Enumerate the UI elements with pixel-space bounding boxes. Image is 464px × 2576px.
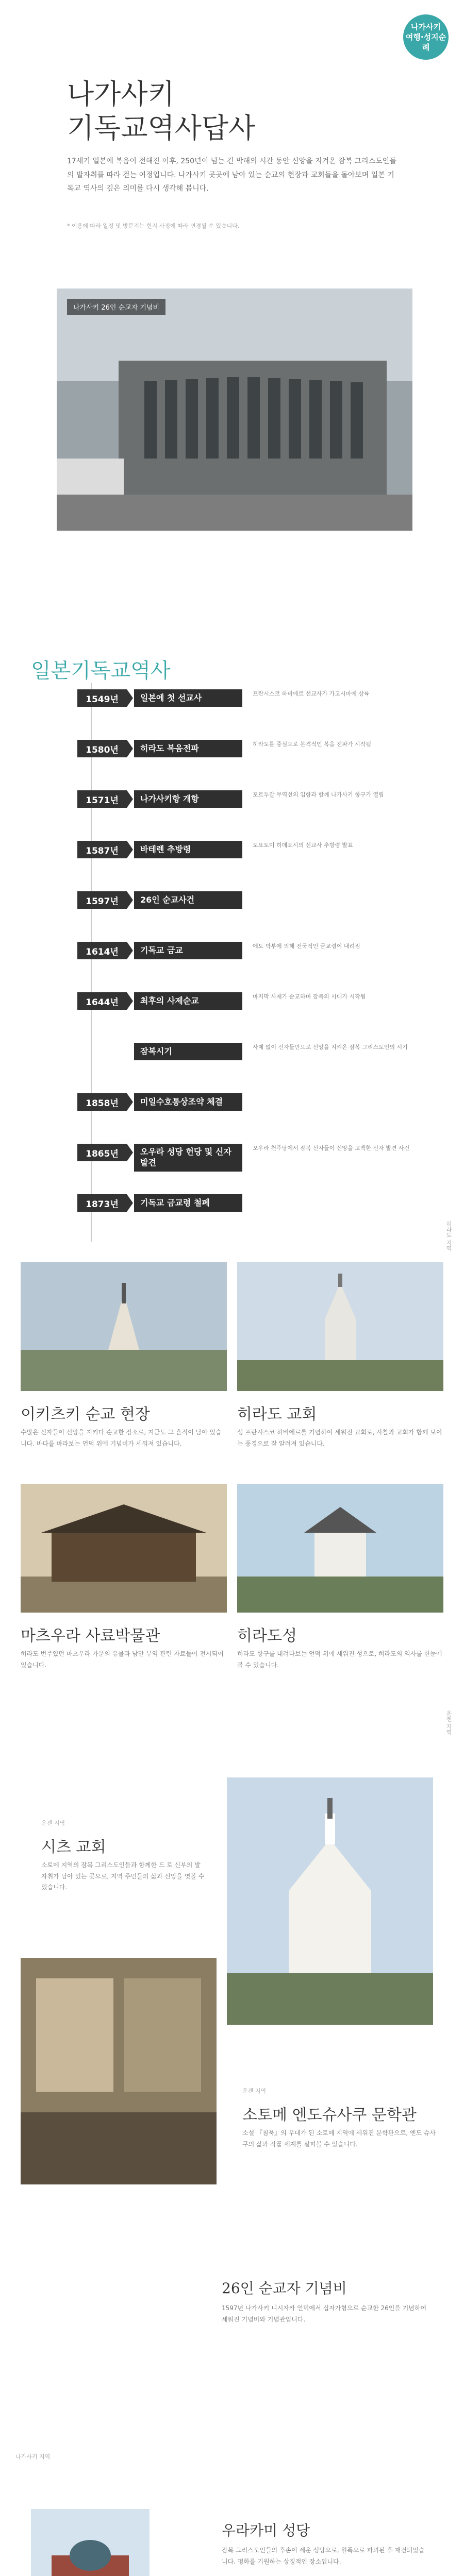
timeline-row [77,685,428,716]
ikitsuki-photo [21,1262,227,1391]
timeline-heading: 일본기독교역사 [31,659,171,683]
intro-note: * 이용에 따라 일정 및 방문지는 현지 사정에 따라 변경될 수 있습니다. [67,223,240,229]
urakami-title: 우라카미 성당 [222,2522,310,2539]
sizuoka-desc: 소토메 지역의 잠복 그리스도인들과 함께한 드 로 신부의 발자취가 남아 있는 곳으로, 지역 주민들의 삶과 신앙을 엿볼 수 있습니다. [41,1861,205,1891]
hirado-castle-photo [237,1484,443,1613]
sotome-desc: 소설 『침묵』의 무대가 된 소토메 지역에 세워진 문학관으로, 엔도 슈사쿠의 삶과 작품 세계를 살펴볼 수 있습니다. [242,2129,436,2148]
timeline-row [77,1089,428,1120]
timeline-event: 히라도 복음전파 [134,740,242,757]
timeline-row [77,1039,428,1070]
ikitsuki-desc: 수많은 신자들이 신앙을 지키다 순교한 장소로, 지금도 그 흔적이 남아 있습니다. 바다를 바라보는 언덕 위에 기념비가 세워져 있습니다. [21,1429,222,1447]
sizuoka-title: 시츠 교회 [41,1838,106,1856]
timeline-desc: 마지막 사제가 순교하며 잠복의 시대가 시작됨 [253,993,366,1000]
timeline-desc: 히라도를 중심으로 본격적인 복음 전파가 시작됨 [253,741,372,748]
timeline-row [77,1190,428,1221]
timeline-event: 잠복시기 [134,1043,242,1060]
timeline-row [77,736,428,767]
timeline-year: 1549년 [77,689,127,707]
timeline-event: 26인 순교사건 [134,891,242,909]
timeline-row [77,786,428,817]
timeline-desc: 프란시스코 하비에르 선교사가 가고시마에 상륙 [253,690,370,697]
timeline-event: 바테렌 추방령 [134,841,242,858]
timeline-year: 1614년 [77,942,127,959]
monument26-title: 26인 순교자 기념비 [222,2280,347,2297]
tour-badge: 나가사키 여행·성지순례 [403,14,449,60]
hirado-church-desc: 성 프란시스코 하비에르를 기념하여 세워진 교회로, 사찰과 교회가 함께 보이는 풍경으로 잘 알려져 있습니다. [237,1429,442,1447]
timeline-event: 나가사키항 개항 [134,790,242,808]
region-label-3: 나가사키 지역 [15,2453,51,2460]
sotome-photo [21,1958,217,2184]
timeline-row [77,1140,428,1171]
timeline-year: 1597년 [77,891,127,909]
matsuura-desc: 히라도 번주였던 마츠우라 가문의 유물과 남만 무역 관련 자료들이 전시되어 있습니다. [21,1650,224,1669]
timeline-year: 1873년 [77,1194,127,1212]
monument26-desc: 1597년 나가사키 니시자카 언덕에서 십자가형으로 순교한 26인을 기념하여 세워진 기념비와 기념관입니다. [222,2304,427,2323]
timeline-year: 1587년 [77,841,127,858]
intro-text: 17세기 일본에 복음이 전해진 이후, 250년이 넘는 긴 박해의 시간 동안 신앙을 지켜온 잠복 그리스도인들의 발자취를 따라 걷는 여정입니다. 나가사키 곳곳에 남아 있는 순교의 현장과 교회들을 돌아보며 일본 기독교 역사의 깊은 의미를 다시 생각해 봅니다. [67,157,396,193]
region-label-2: 운젠 지역 [445,1710,452,1735]
timeline-desc: 에도 막부에 의해 전국적인 금교령이 내려짐 [253,943,360,950]
timeline-row [77,837,428,868]
timeline-year: 1580년 [77,740,127,757]
timeline-event: 기독교 금교 [134,942,242,959]
urakami-photo [31,2509,150,2576]
timeline-event: 기독교 금교령 철폐 [134,1194,242,1212]
timeline-desc: 도요토미 히데요시의 선교사 추방령 발표 [253,842,353,849]
timeline-row [77,988,428,1019]
sizuoka-tag: 운젠 지역 [41,1820,65,1826]
timeline-row [77,887,428,918]
hero-photo [57,289,412,531]
timeline-event: 일본에 첫 선교사 [134,689,242,707]
timeline-desc: 오우라 천주당에서 잠복 신자들이 신앙을 고백한 신자 발견 사건 [253,1145,410,1151]
timeline-year: 1865년 [77,1144,127,1161]
hirado-church-title: 히라도 교회 [237,1405,317,1423]
hirado-castle-desc: 히라도 항구를 내려다보는 언덕 위에 세워진 성으로, 히라도의 역사를 한눈에 볼 수 있습니다. [237,1650,442,1669]
region-label-1: 히라도 지역 [445,1221,452,1251]
timeline-year: 1571년 [77,790,127,808]
matsuura-photo [21,1484,227,1613]
timeline-desc: 사제 없이 신자들만으로 신앙을 지켜온 잠복 그리스도인의 시기 [253,1044,408,1050]
sotome-title: 소토메 엔도슈사쿠 문학관 [242,2106,417,2124]
hero-photo-caption: 나가사키 26인 순교자 기념비 [67,299,165,315]
page-title: 나가사키 기독교역사답사 [67,78,256,144]
timeline-event: 최후의 사제순교 [134,992,242,1010]
urakami-desc: 잠복 그리스도인들의 후손이 세운 성당으로, 원폭으로 파괴된 후 재건되었습니다. 평화를 기원하는 상징적인 장소입니다. [222,2547,425,2565]
timeline-desc: 포르투갈 무역선의 입항과 함께 나가사키 항구가 열림 [253,791,384,798]
timeline-event: 미일수호통상조약 체결 [134,1093,242,1111]
timeline-event: 오우라 성당 헌당 및 신자발견 [134,1144,242,1172]
timeline-year: 1644년 [77,992,127,1010]
ikitsuki-title: 이키츠키 순교 현장 [21,1405,150,1423]
hirado-church-photo [237,1262,443,1391]
sizuoka-photo [227,1777,433,2025]
martyrs-monument-image [57,289,412,531]
timeline-year: 1858년 [77,1093,127,1111]
hirado-castle-title: 히라도성 [237,1627,297,1645]
sotome-tag: 운젠 지역 [242,2088,267,2094]
matsuura-title: 마츠우라 사료박물관 [21,1627,160,1645]
timeline-row [77,938,428,969]
